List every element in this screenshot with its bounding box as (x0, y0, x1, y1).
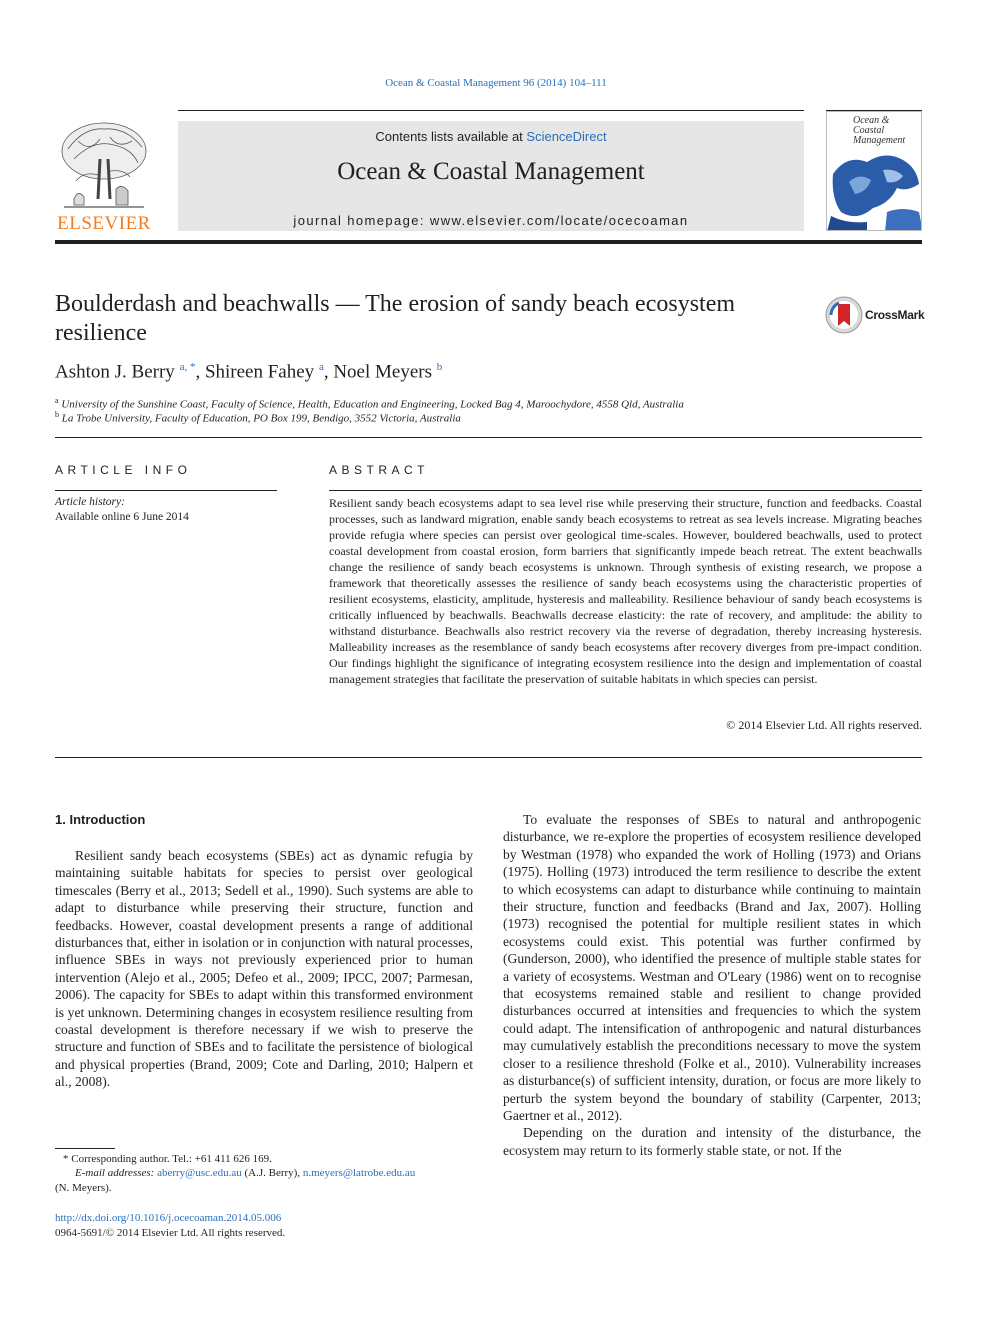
header-rule-thick (55, 240, 922, 244)
abstract-heading: ABSTRACT (329, 463, 430, 477)
intro-left-column (55, 847, 473, 1091)
divider (55, 437, 922, 438)
paragraph: To evaluate the responses of SBEs to natural and anthropogenic disturbance, we re-explore the properties of ecosystem resilience developed by Westman (1978) who expanded the work of Holling (1973) and Orians (1975). Holling (1973) introduced the term resilience to describe the extent to which ecosystems can adapt to disturbance while continuing to maintain their structure, function and feedbacks (Brand and Jax, 2007). Holling (1973) recognised the potential for multiple resilient states in which ecosystems could exist. This potential was further confirmed by (Gunderson, 2000), who identified the presence of multiple stable states for a variety of ecosystems. Westman and O'Leary (1986) went on to recognise that ecosystems remained stable and resilient to change provided disturbances occurred at intensities and frequencies to which the system could adapt. The intensification of anthropogenic and natural disturbances may cumulatively establish the preconditions necessary to move the system closer to a resilience threshold (Folke et al., 2010). Vulnerability increases as disturbance(s) of sufficient intensity, duration, or focus are more likely to perturb the system beyond the boundary of stability (Carpenter, 2013; Gaertner et al., 2012). (503, 812, 921, 1123)
crossmark-label: CrossMark (865, 308, 925, 322)
author-list: Ashton J. Berry $^{a, *}$, Shireen Fahey $^a$, Noel Meyers $^b$ (55, 361, 443, 383)
divider (55, 757, 922, 758)
email-link[interactable]: n.meyers@latrobe.edu.au (302, 1167, 416, 1179)
abstract-text: Resilient sandy beach ecosystems adapt to sea level rise while preserving their structure, function and feedbacks. Coastal processes, such as landward migration, enable sandy beach ecosystems to retreat as sea levels increase. Migrating beaches provide refugia where species can persist over geological time-scales. However, bouldered beachwalls, used to protect coastal development from coastal erosion, form barriers that significantly impede beach retreat. The extent beachwalls change the resilience of sandy beach ecosystems is unknown. Through synthesis of existing research, we propose a framework that theoretically assesses the resilience of sandy beach ecosystems using the characteristic properties of resilient ecosystems, elasticity, amplitude, hysteresis and malleability. Resilience behaviour of sandy beach ecosystems is critically influenced by beachwalls. Beachwalls decrease elasticity: the rate of recovery, and amplitude: the ability to withstand disturbance. Beachwalls also restrict recovery via the reverse of degradation, thereby increasing hysteresis. Malleability increases as the resemblance of sandy beach ecosystems after recovery diverges from pre-impact condition. Our findings highlight the significance of integrating ecosystem resilience into the design and implementation of coastal management strategies that facilitate the preservation of suitable habitats in which species can persist. (329, 496, 922, 686)
available-online: Available online 6 June 2014 (55, 511, 189, 523)
article-info-heading: ARTICLE INFO (55, 463, 192, 477)
email-note-cont: (N. Meyers). (55, 1182, 112, 1194)
abstract-copyright: © 2014 Elsevier Ltd. All rights reserved. (726, 718, 922, 732)
author-affil-ref[interactable]: a (318, 361, 324, 373)
crossmark-icon (825, 296, 863, 334)
author-name[interactable]: Shireen Fahey (204, 361, 315, 383)
email-note: E-mail addresses: aberry@usc.edu.au (A.J. Berry), n.meyers@latrobe.edu.au (75, 1167, 416, 1179)
crossmark-badge[interactable] (825, 296, 925, 336)
elsevier-tree-icon (54, 119, 154, 214)
issn-line: 0964-5691/© 2014 Elsevier Ltd. All rights reserved. (55, 1227, 286, 1239)
paragraph: Resilient sandy beach ecosystems (SBEs) act as dynamic refugia by maintaining suitable habitats for species to persist over geological timescales (Berry et al., 2013; Sedell et al., 1990). Such systems are able to adapt to disturbance while preserving their structure, function and feedbacks. However, coastal development presents a range of additional disturbances that, either in isolation or in conjunction with natural processes, influence SBEs in ways not previously experienced prior to human intervention (Alejo et al., 2005; Defeo et al., 2009; IPCC, 2007; Parmesan, 2006). The capacity for SBEs to adapt within this transformed environment is yet unknown. Determining changes in ecosystem resilience resulting from coastal development is therefore necessary if we wish to preserve the structure and function of SBEs and to facilitate the persistence of biological and physical properties (Brand, 2009; Cote and Darling, 2010; Halpern et al., 2008). (55, 848, 473, 1090)
affiliation: $^a$ University of the Sunshine Coast, Faculty of Science, Health, Education and Engineering, Locked Bag 4, Maroochydore, 4558 Qld, Australia (55, 396, 684, 411)
intro-right-column (503, 811, 921, 1159)
corresponding-author-note: * Corresponding author. Tel.: +61 411 626 169. (63, 1153, 272, 1165)
cover-map-icon (827, 112, 922, 231)
elsevier-logo[interactable] (54, 119, 154, 235)
journal-banner (178, 121, 804, 231)
journal-cover[interactable] (826, 111, 922, 231)
affiliation: $^b$ La Trobe University, Faculty of Education, PO Box 199, Bendigo, 3552 Victoria, Australia (55, 410, 461, 425)
article-history-label: Article history: (55, 496, 125, 508)
email-link[interactable]: aberry@usc.edu.au (157, 1167, 242, 1179)
publisher-name: ELSEVIER (57, 213, 151, 234)
journal-homepage[interactable]: journal homepage: www.elsevier.com/locate/ocecoaman (293, 213, 689, 228)
header-rule (178, 110, 804, 111)
cover-title: Ocean & Coastal Management (853, 115, 906, 146)
author-affil-ref[interactable]: a, * (179, 361, 196, 373)
section-heading: 1. Introduction (55, 812, 146, 827)
author-name[interactable]: Noel Meyers (333, 361, 432, 383)
divider (329, 490, 922, 491)
journal-name: Ocean & Coastal Management (337, 158, 645, 185)
journal-citation[interactable]: Ocean & Coastal Management 96 (2014) 104–111 (385, 77, 607, 89)
paragraph: Depending on the duration and intensity of the disturbance, the ecosystem may return to its formerly stable state, or not. If the (503, 1125, 921, 1158)
footnote-rule (55, 1148, 115, 1149)
divider (55, 490, 277, 491)
author-affil-ref[interactable]: b (436, 361, 443, 373)
contents-line: Contents lists available at ScienceDirect (375, 129, 607, 144)
doi-link[interactable]: http://dx.doi.org/10.1016/j.ocecoaman.2014.05.006 (55, 1212, 282, 1224)
sciencedirect-link[interactable]: ScienceDirect (526, 129, 607, 144)
author-name[interactable]: Ashton J. Berry (55, 361, 175, 383)
article-title: Boulderdash and beachwalls — The erosion of sandy beach ecosystem resilience (55, 291, 736, 346)
